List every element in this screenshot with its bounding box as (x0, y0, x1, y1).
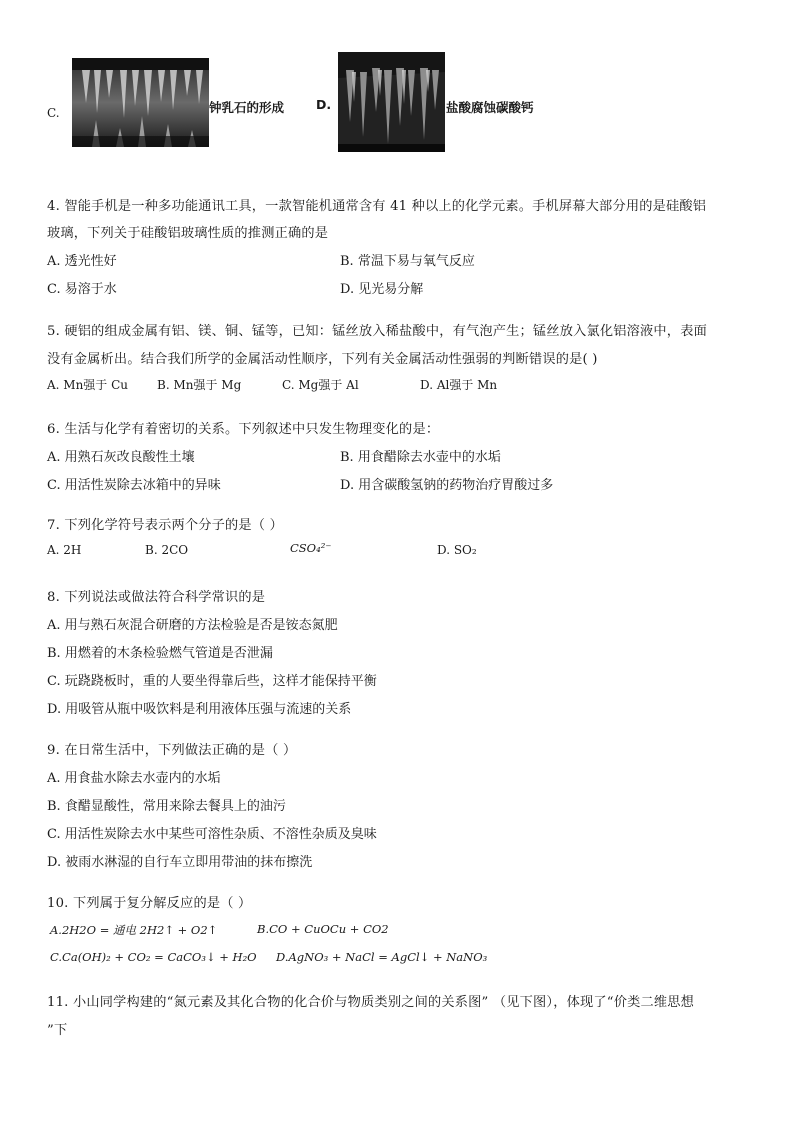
q7-option-a: A. 2H (47, 543, 82, 557)
q4-stem-line1: 4. 智能手机是一种多功能通讯工具，一款智能机通常含有 41 种以上的化学元素。手机屏幕大部分用的是硅酸铝 (47, 199, 707, 214)
q3-option-c-label: C. (47, 106, 60, 120)
q10-option-c: C.Ca(OH)₂ + CO₂ = CaCO₃↓ + H₂O (50, 950, 257, 964)
q8-option-d: D. 用吸管从瓶中吸饮料是利用液体压强与流速的关系 (47, 702, 352, 717)
q8-option-a: A. 用与熟石灰混合研磨的方法检验是否是铵态氮肥 (47, 618, 338, 633)
q10-option-b: B.CO + CuOCu + CO2 (257, 922, 389, 936)
q9-option-a: A. 用食盐水除去水壶内的水垢 (47, 771, 221, 786)
q11-stem-line2: ”下 (47, 1023, 68, 1038)
q8-stem: 8. 下列说法或做法符合科学常识的是 (47, 590, 266, 605)
q6-option-c: C. 用活性炭除去冰箱中的异味 (47, 478, 221, 493)
q4-option-c: C. 易溶于水 (47, 282, 117, 297)
q6-option-b: B. 用食醋除去水壶中的水垢 (340, 450, 501, 465)
stalactite-cave-photo (72, 58, 209, 147)
hydrochloric-acid-photo (338, 52, 445, 152)
q5-stem-line2: 没有金属析出。结合我们所学的金属活动性顺序，下列有关金属活动性强弱的判断错误的是( ) (47, 352, 598, 367)
q10-option-d: D.AgNO₃ + NaCl = AgCl↓ + NaNO₃ (276, 950, 488, 964)
q7-option-c: CSO₄²⁻ (290, 541, 332, 555)
q8-option-b: B. 用燃着的木条检验燃气管道是否泄漏 (47, 646, 273, 661)
q9-option-b: B. 食醋显酸性，常用来除去餐具上的油污 (47, 799, 286, 814)
q5-option-d: D. Al强于 Mn (420, 378, 498, 392)
q10-stem: 10. 下列属于复分解反应的是（ ） (47, 896, 252, 911)
q7-option-b: B. 2CO (145, 543, 189, 557)
q5-option-b: B. Mn强于 Mg (157, 378, 242, 392)
q6-option-d: D. 用含碳酸氢钠的药物治疗胃酸过多 (340, 478, 554, 493)
q3-option-d-label: D. (316, 97, 332, 112)
q8-option-c: C. 玩跷跷板时，重的人要坐得靠后些，这样才能保持平衡 (47, 674, 377, 689)
q9-option-c: C. 用活性炭除去水中某些可溶性杂质、不溶性杂质及臭味 (47, 827, 377, 842)
q9-stem: 9. 在日常生活中，下列做法正确的是（ ） (47, 743, 297, 758)
q4-option-a: A. 透光性好 (47, 254, 117, 269)
q4-option-b: B. 常温下易与氧气反应 (340, 254, 475, 269)
q9-option-d: D. 被雨水淋湿的自行车立即用带油的抹布擦洗 (47, 855, 313, 870)
q5-stem-line1: 5. 硬铝的组成金属有铝、镁、铜、锰等，已知：锰丝放入稀盐酸中，有气泡产生；锰丝放入氯化铝溶液中，表面 (47, 324, 707, 339)
q5-option-a: A. Mn强于 Cu (47, 378, 129, 392)
q3-option-c-caption: 钟乳石的形成 (209, 100, 285, 115)
q7-stem: 7. 下列化学符号表示两个分子的是（ ） (47, 518, 283, 533)
q11-stem-line1: 11. 小山同学构建的“氮元素及其化合物的化合价与物质类别之间的关系图” （见下图），体现了“价类二维思想 (47, 995, 695, 1010)
q10-option-a: A.2H2O = 通电 2H2↑ + O2↑ (50, 923, 218, 937)
q4-stem-line2: 玻璃，下列关于硅酸铝玻璃性质的推测正确的是 (47, 226, 329, 241)
q6-stem: 6. 生活与化学有着密切的关系。下列叙述中只发生物理变化的是： (47, 422, 440, 437)
q5-option-c: C. Mg强于 Al (282, 378, 359, 392)
q3-option-d-caption: 盐酸腐蚀碳酸钙 (446, 100, 534, 115)
q6-option-a: A. 用熟石灰改良酸性土壤 (47, 450, 195, 465)
q7-option-d: D. SO₂ (437, 543, 477, 557)
q4-option-d: D. 见光易分解 (340, 282, 424, 297)
